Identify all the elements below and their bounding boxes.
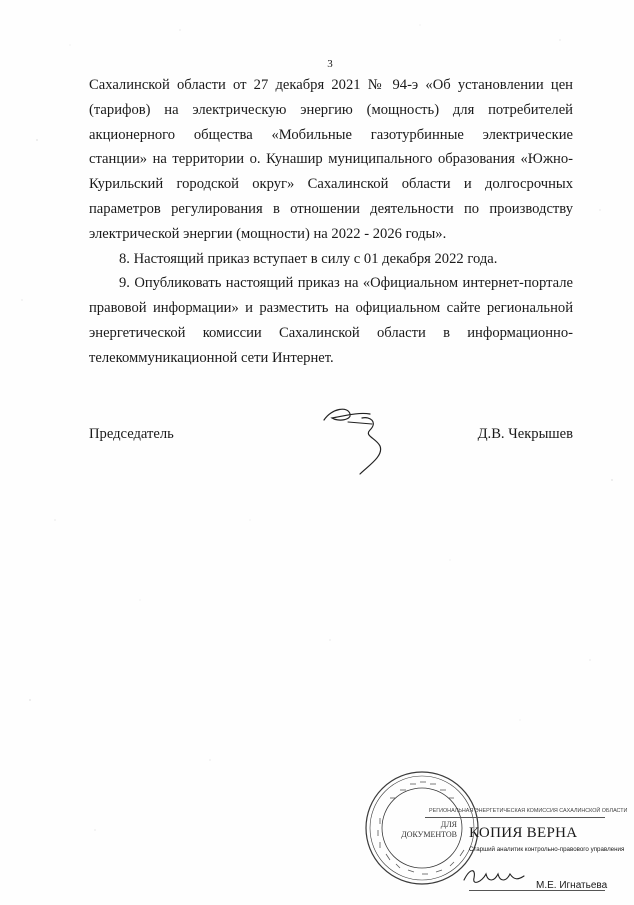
stamp-handwritten-signature <box>460 862 530 890</box>
page-number: 3 <box>327 58 333 70</box>
paragraph-item-9: 9. Опубликовать настоящий приказ на «Официальном интернет-портале правовой информации» и разместить на официальном сайте региональной энергетической комиссии Сахалинской области в информационно-телекоммуникационной сети Интернет. <box>89 275 573 366</box>
signatory-title: Председатель <box>89 426 174 442</box>
stamp-divider <box>425 817 605 818</box>
stamp-signatory-name: М.Е. Игнатьева <box>536 880 608 891</box>
stamp-signature-line <box>469 890 605 891</box>
paragraph-item-8: 8. Настоящий приказ вступает в силу с 01 декабря 2022 года. <box>119 250 498 267</box>
stamp-position: Старший аналитик контрольно-правового управления <box>469 846 625 853</box>
seal-docs-line2: ДОКУМЕНТОВ <box>401 830 457 839</box>
handwritten-signature <box>318 400 398 480</box>
seal-docs-line1: ДЛЯ <box>440 820 457 829</box>
document-body <box>89 73 573 371</box>
stamp-organization: РЕГИОНАЛЬНАЯ ЭНЕРГЕТИЧЕСКАЯ КОМИССИЯ САХАЛИНСКОЙ ОБЛАСТИ <box>429 808 628 814</box>
paragraph-continuation: Сахалинской области от 27 декабря 2021 № 94-э «Об установлении цен (тарифов) на электрическую энергию (мощность) для потребителей акционерного общества «Мобильные газотурбинные электрические станции» на территории о. Кунашир муниципального образования «Южно-Курильский городской округ» Сахалинской области и долгосрочных параметров регулирования в отношении деятельности по производству электрической энергии (мощности) на 2022 - 2026 годы». <box>89 77 573 242</box>
signatory-name: Д.В. Чекрышев <box>477 426 573 442</box>
stamp-title: КОПИЯ ВЕРНА <box>469 825 578 841</box>
